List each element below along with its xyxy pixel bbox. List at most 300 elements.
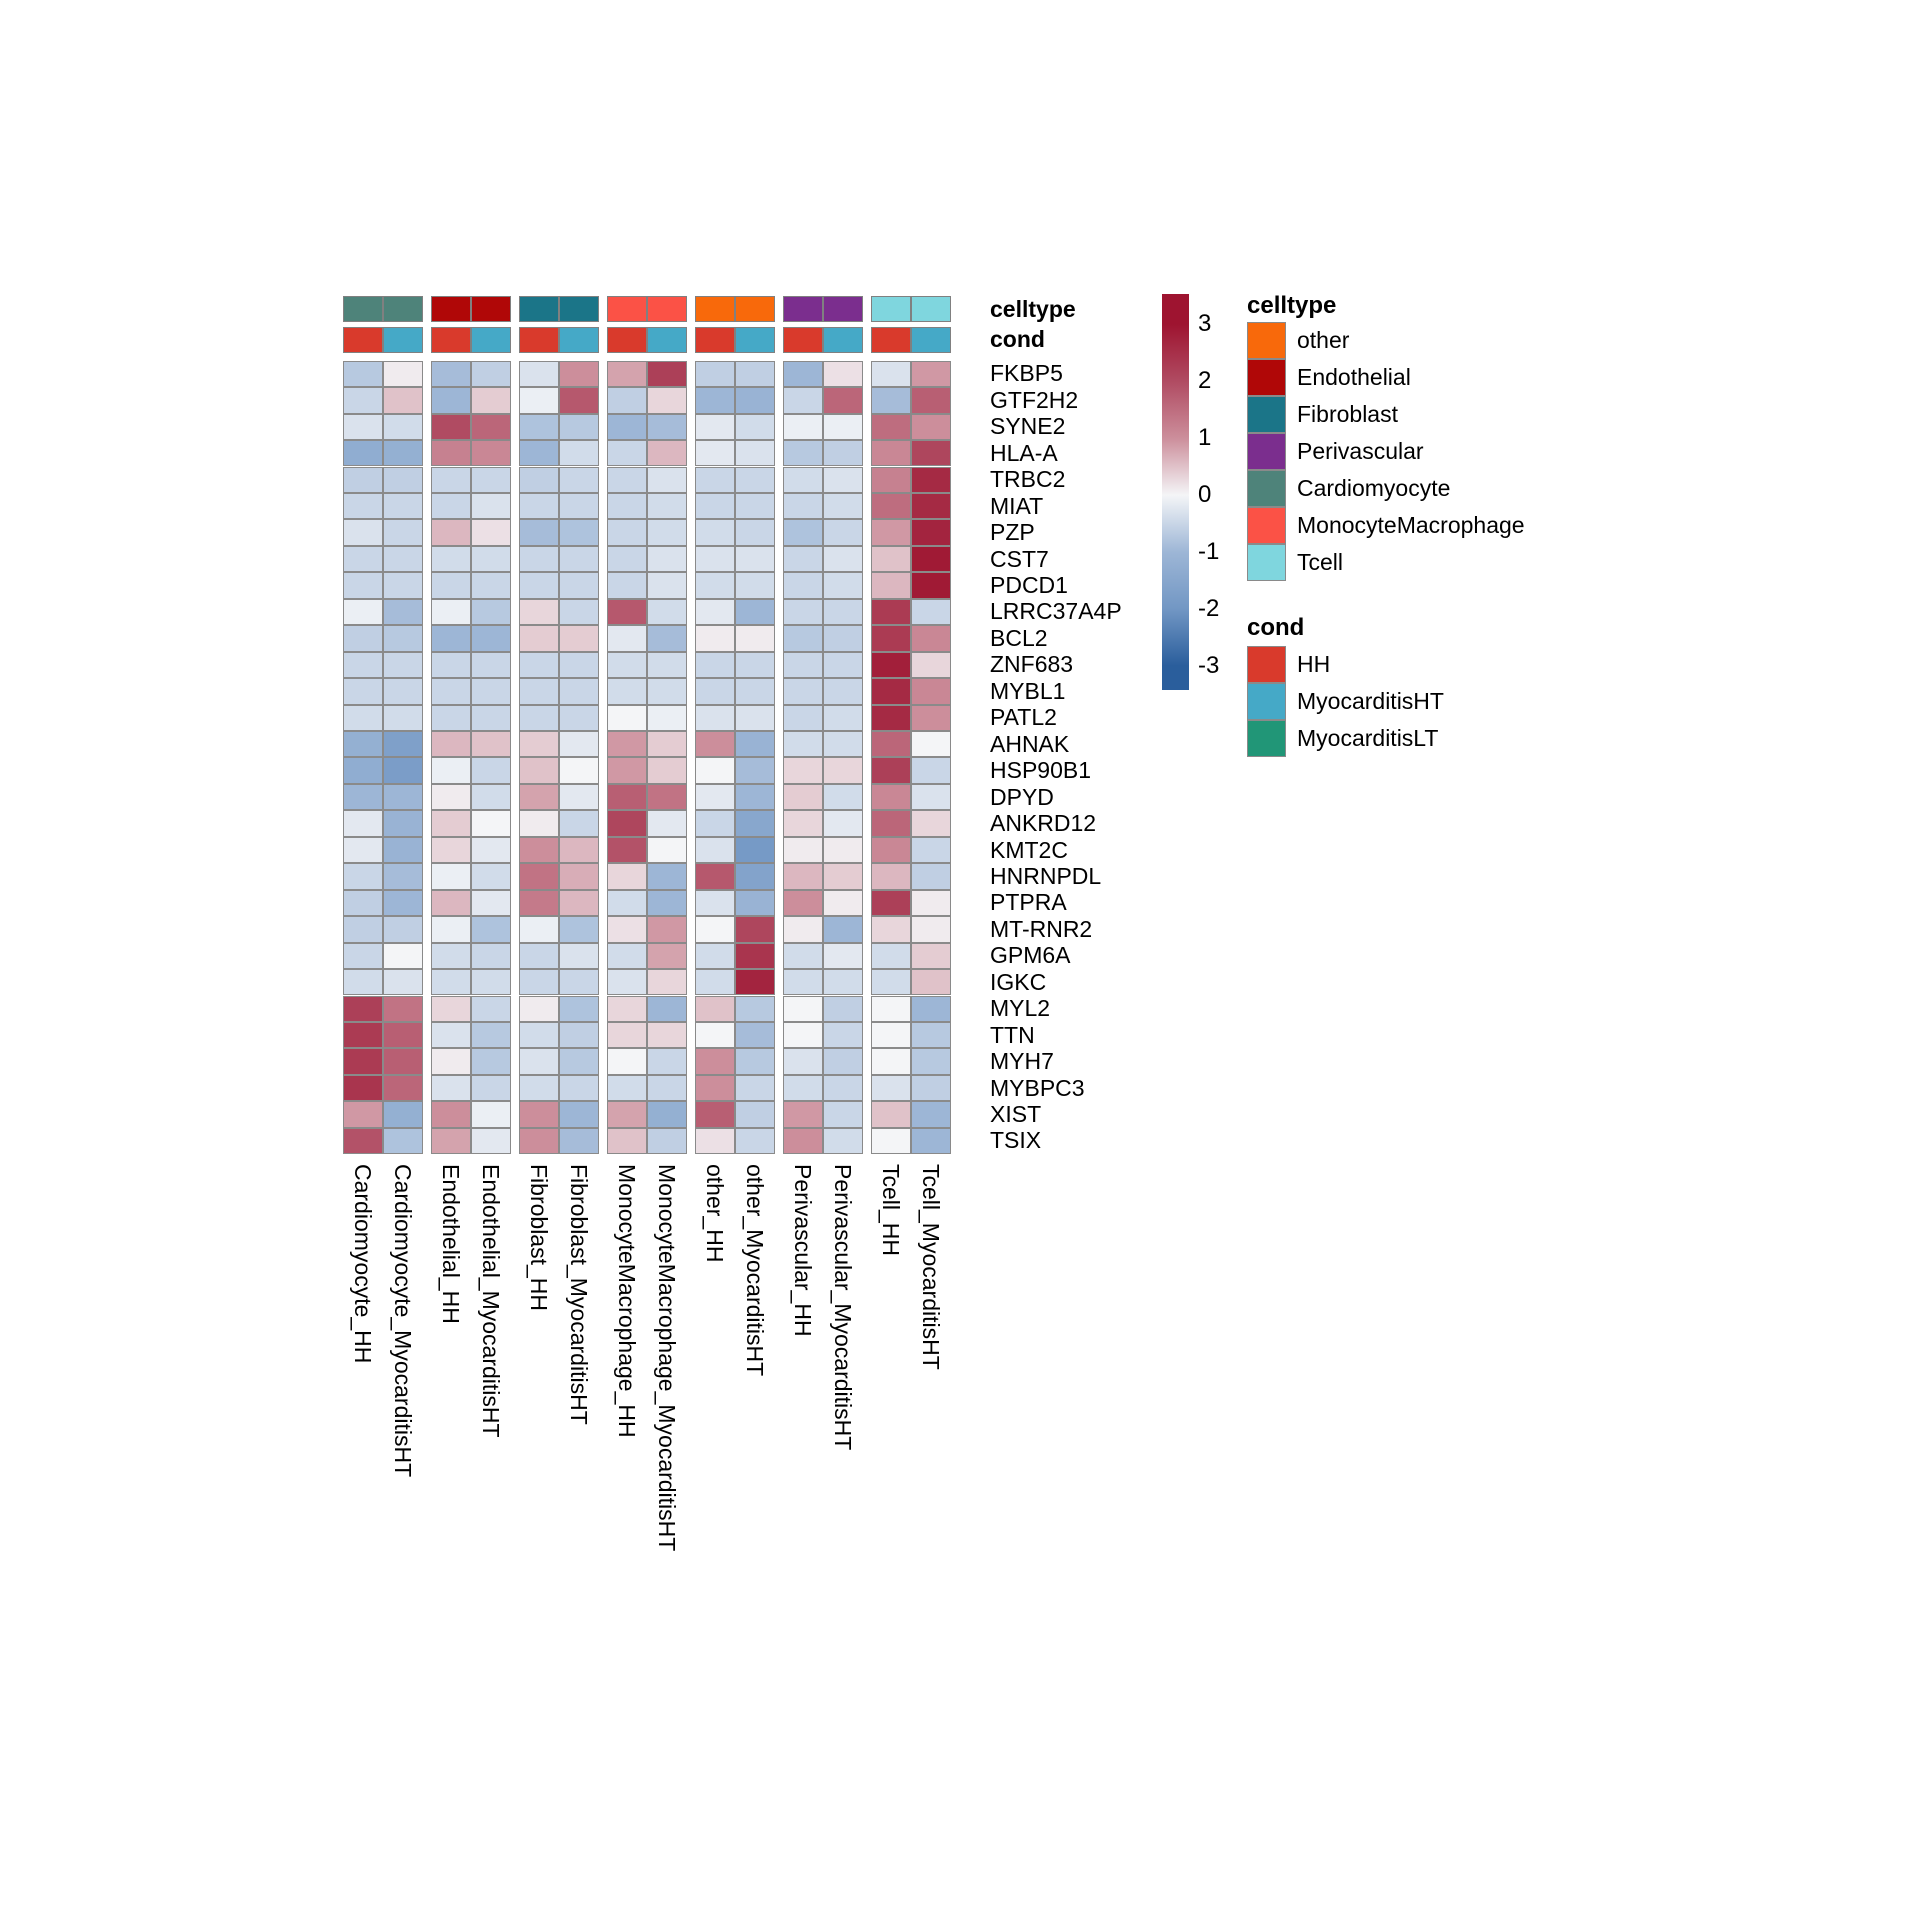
heatmap-cell xyxy=(823,1128,863,1154)
heatmap-cell xyxy=(871,1048,911,1074)
heatmap-cell xyxy=(695,705,735,731)
heatmap-cell xyxy=(607,493,647,519)
colorbar-tick-label: 3 xyxy=(1198,310,1212,337)
column-label: Fibroblast_MyocarditisHT xyxy=(566,1164,592,1425)
heatmap-cell xyxy=(823,784,863,810)
heatmap-cell xyxy=(647,969,687,995)
heatmap-cell xyxy=(383,625,423,651)
heatmap-cell xyxy=(607,599,647,625)
heatmap-cell xyxy=(735,652,775,678)
heatmap-cell xyxy=(735,837,775,863)
heatmap-cell xyxy=(695,731,735,757)
celltype-annotation-cell xyxy=(783,296,823,322)
cond-annotation-cell xyxy=(823,327,863,353)
heatmap-cell xyxy=(471,652,511,678)
heatmap-cell xyxy=(559,1128,599,1154)
heatmap-cell xyxy=(519,387,559,413)
gene-label: DPYD xyxy=(990,783,1054,810)
heatmap-cell xyxy=(871,572,911,598)
heatmap-cell xyxy=(471,678,511,704)
heatmap-cell xyxy=(519,837,559,863)
heatmap-cell xyxy=(519,467,559,493)
heatmap-cell xyxy=(519,414,559,440)
heatmap-cell xyxy=(695,837,735,863)
heatmap-cell xyxy=(911,731,951,757)
heatmap-cell xyxy=(343,361,383,387)
heatmap-cell xyxy=(471,969,511,995)
heatmap-cell xyxy=(431,837,471,863)
celltype-annotation-cell xyxy=(823,296,863,322)
heatmap-cell xyxy=(431,387,471,413)
heatmap-cell xyxy=(647,731,687,757)
heatmap-cell xyxy=(383,440,423,466)
heatmap-cell xyxy=(871,1022,911,1048)
heatmap-cell xyxy=(911,678,951,704)
heatmap-cell xyxy=(911,969,951,995)
heatmap-cell xyxy=(783,572,823,598)
heatmap-cell xyxy=(431,625,471,651)
gene-label: TTN xyxy=(990,1021,1035,1048)
heatmap-cell xyxy=(647,493,687,519)
heatmap-cell xyxy=(383,810,423,836)
heatmap-cell xyxy=(823,996,863,1022)
legend-swatch xyxy=(1247,470,1286,507)
heatmap-cell xyxy=(695,493,735,519)
heatmap-cell xyxy=(607,969,647,995)
heatmap-cell xyxy=(471,599,511,625)
colorbar-tick-label: -2 xyxy=(1198,595,1220,622)
celltype-annotation-cell xyxy=(471,296,511,322)
heatmap-cell xyxy=(519,652,559,678)
heatmap-cell xyxy=(871,943,911,969)
heatmap-cell xyxy=(735,784,775,810)
heatmap-cell xyxy=(607,387,647,413)
column-label: Tcell_MyocarditisHT xyxy=(918,1164,944,1370)
legend-swatch xyxy=(1247,359,1286,396)
heatmap-cell xyxy=(823,1048,863,1074)
heatmap-cell xyxy=(871,996,911,1022)
legend-label: HH xyxy=(1297,651,1331,677)
gene-label: AHNAK xyxy=(990,730,1070,757)
heatmap-cell xyxy=(431,943,471,969)
heatmap-cell xyxy=(735,943,775,969)
heatmap-cell xyxy=(383,996,423,1022)
heatmap-cell xyxy=(519,916,559,942)
heatmap-cell xyxy=(735,572,775,598)
heatmap-cell xyxy=(871,493,911,519)
heatmap-cell xyxy=(383,387,423,413)
heatmap-cell xyxy=(519,810,559,836)
heatmap-cell xyxy=(471,916,511,942)
heatmap-cell xyxy=(343,943,383,969)
heatmap-cell xyxy=(911,625,951,651)
heatmap-cell xyxy=(383,890,423,916)
heatmap-cell xyxy=(519,943,559,969)
legend-label: MonocyteMacrophage xyxy=(1297,512,1525,538)
heatmap-cell xyxy=(735,440,775,466)
heatmap-cell xyxy=(471,731,511,757)
celltype-annotation-cell xyxy=(647,296,687,322)
heatmap-cell xyxy=(695,678,735,704)
column-label: Cardiomyocyte_HH xyxy=(350,1164,376,1364)
heatmap-cell xyxy=(559,678,599,704)
heatmap-cell xyxy=(871,440,911,466)
gene-label: IGKC xyxy=(990,968,1047,995)
heatmap-cell xyxy=(695,1022,735,1048)
gene-label: LRRC37A4P xyxy=(990,598,1122,625)
heatmap-cell xyxy=(871,757,911,783)
heatmap-cell xyxy=(383,731,423,757)
legend-swatch xyxy=(1247,683,1286,720)
heatmap-cell xyxy=(695,414,735,440)
heatmap-cell xyxy=(695,519,735,545)
heatmap-cell xyxy=(735,996,775,1022)
gene-label: MIAT xyxy=(990,492,1044,519)
heatmap-cell xyxy=(823,837,863,863)
heatmap-cell xyxy=(783,890,823,916)
heatmap-cell xyxy=(871,1101,911,1127)
heatmap-cell xyxy=(559,969,599,995)
heatmap-cell xyxy=(871,837,911,863)
heatmap-cell xyxy=(383,493,423,519)
heatmap-cell xyxy=(519,890,559,916)
heatmap-cell xyxy=(383,572,423,598)
column-label: Fibroblast_HH xyxy=(526,1164,552,1311)
heatmap-cell xyxy=(607,916,647,942)
heatmap-cell xyxy=(471,1048,511,1074)
heatmap-cell xyxy=(735,493,775,519)
heatmap-cell xyxy=(559,1101,599,1127)
heatmap-cell xyxy=(383,1022,423,1048)
legend-label: Endothelial xyxy=(1297,364,1411,390)
heatmap-cell xyxy=(471,1022,511,1048)
heatmap-cell xyxy=(343,1022,383,1048)
heatmap-cell xyxy=(695,1048,735,1074)
heatmap-cell xyxy=(519,440,559,466)
heatmap-cell xyxy=(647,467,687,493)
heatmap-cell xyxy=(607,890,647,916)
heatmap-cell xyxy=(735,546,775,572)
heatmap-cell xyxy=(647,810,687,836)
heatmap-cell xyxy=(471,519,511,545)
heatmap-cell xyxy=(783,1101,823,1127)
heatmap-cell xyxy=(559,1075,599,1101)
heatmap-cell xyxy=(911,837,951,863)
heatmap-cell xyxy=(911,996,951,1022)
heatmap-cell xyxy=(607,757,647,783)
heatmap-cell xyxy=(607,1128,647,1154)
heatmap-cell xyxy=(695,1128,735,1154)
heatmap-cell xyxy=(647,414,687,440)
heatmap-cell xyxy=(911,757,951,783)
heatmap-cell xyxy=(343,599,383,625)
legend-swatch xyxy=(1247,646,1286,683)
heatmap-cell xyxy=(783,652,823,678)
gene-label: MYH7 xyxy=(990,1048,1054,1075)
heatmap-cell xyxy=(607,784,647,810)
heatmap-cell xyxy=(735,731,775,757)
heatmap-cell xyxy=(783,837,823,863)
heatmap-cell xyxy=(647,1101,687,1127)
heatmap-cell xyxy=(559,731,599,757)
heatmap-cell xyxy=(871,969,911,995)
heatmap-cell xyxy=(431,414,471,440)
celltype-annotation-cell xyxy=(431,296,471,322)
heatmap-cell xyxy=(519,519,559,545)
heatmap-cell xyxy=(519,1022,559,1048)
heatmap-cell xyxy=(735,361,775,387)
heatmap-cell xyxy=(695,625,735,651)
celltype-annotation-cell xyxy=(695,296,735,322)
heatmap-cell xyxy=(383,1101,423,1127)
heatmap-cell xyxy=(735,1128,775,1154)
heatmap-cell xyxy=(559,440,599,466)
heatmap-cell xyxy=(383,837,423,863)
celltype-annotation-cell xyxy=(519,296,559,322)
heatmap-cell xyxy=(783,810,823,836)
colorbar-tick-label: -1 xyxy=(1198,538,1220,565)
heatmap-cell xyxy=(647,784,687,810)
heatmap-cell xyxy=(607,943,647,969)
heatmap-cell xyxy=(783,361,823,387)
legend-label: MyocarditisLT xyxy=(1297,725,1439,751)
heatmap-cell xyxy=(431,519,471,545)
heatmap-cell xyxy=(431,705,471,731)
heatmap-cell xyxy=(343,705,383,731)
heatmap-cell xyxy=(823,572,863,598)
heatmap-cell xyxy=(559,810,599,836)
heatmap-cell xyxy=(343,1128,383,1154)
gene-label: PTPRA xyxy=(990,889,1067,916)
heatmap-cell xyxy=(823,705,863,731)
heatmap-cell xyxy=(823,810,863,836)
heatmap-cell xyxy=(607,572,647,598)
heatmap-cell xyxy=(343,969,383,995)
legend-celltype-title: celltype xyxy=(1247,292,1337,319)
cond-annotation-cell xyxy=(471,327,511,353)
heatmap-cell xyxy=(911,916,951,942)
heatmap-cell xyxy=(343,784,383,810)
heatmap-cell xyxy=(471,810,511,836)
heatmap-cell xyxy=(911,387,951,413)
heatmap-cell xyxy=(735,1048,775,1074)
heatmap-cell xyxy=(343,1075,383,1101)
gene-label: HLA-A xyxy=(990,439,1058,466)
heatmap-cell xyxy=(343,387,383,413)
heatmap-cell xyxy=(911,440,951,466)
heatmap-cell xyxy=(559,757,599,783)
cond-annotation-cell xyxy=(911,327,951,353)
heatmap-cell xyxy=(431,1048,471,1074)
heatmap-cell xyxy=(431,493,471,519)
legend-label: Tcell xyxy=(1297,549,1344,575)
heatmap-cell xyxy=(559,784,599,810)
heatmap-cell xyxy=(823,387,863,413)
heatmap-cell xyxy=(647,387,687,413)
colorbar-tick-label: 1 xyxy=(1198,424,1212,451)
legend-label: Perivascular xyxy=(1297,438,1424,464)
heatmap-cell xyxy=(783,414,823,440)
heatmap-cell xyxy=(383,414,423,440)
heatmap-cell xyxy=(647,440,687,466)
heatmap-cell xyxy=(871,625,911,651)
heatmap-cell xyxy=(471,361,511,387)
heatmap-cell xyxy=(559,572,599,598)
heatmap-cell xyxy=(823,731,863,757)
gene-label: XIST xyxy=(990,1101,1042,1128)
heatmap-cell xyxy=(559,546,599,572)
heatmap-cell xyxy=(735,414,775,440)
heatmap-cell xyxy=(519,493,559,519)
legend-swatch xyxy=(1247,433,1286,470)
heatmap-cell xyxy=(647,678,687,704)
heatmap-cell xyxy=(343,1048,383,1074)
heatmap-cell xyxy=(559,493,599,519)
heatmap-cell xyxy=(783,440,823,466)
legend-swatch xyxy=(1247,322,1286,359)
heatmap-cell xyxy=(783,546,823,572)
heatmap-cell xyxy=(519,678,559,704)
heatmap-cell xyxy=(823,414,863,440)
heatmap-cell xyxy=(559,387,599,413)
heatmap-cell xyxy=(607,652,647,678)
heatmap-cell xyxy=(471,1101,511,1127)
heatmap-cell xyxy=(735,969,775,995)
heatmap-cell xyxy=(911,705,951,731)
cond-annotation-cell xyxy=(871,327,911,353)
heatmap-cell xyxy=(783,599,823,625)
heatmap-cell xyxy=(647,1075,687,1101)
heatmap-cell xyxy=(647,572,687,598)
gene-label: TRBC2 xyxy=(990,466,1066,493)
column-label: other_HH xyxy=(702,1164,728,1263)
heatmap-cell xyxy=(519,361,559,387)
heatmap-cell xyxy=(431,1022,471,1048)
heatmap-cell xyxy=(383,546,423,572)
heatmap-cell xyxy=(519,1048,559,1074)
heatmap-cell xyxy=(431,440,471,466)
heatmap-cell xyxy=(823,467,863,493)
heatmap-cell xyxy=(783,493,823,519)
heatmap-cell xyxy=(607,361,647,387)
heatmap-cell xyxy=(871,916,911,942)
heatmap-cell xyxy=(431,572,471,598)
gene-label: MYL2 xyxy=(990,995,1051,1022)
heatmap-cell xyxy=(559,599,599,625)
heatmap-cell xyxy=(871,1128,911,1154)
gene-label: MYBL1 xyxy=(990,677,1066,704)
gene-label: FKBP5 xyxy=(990,360,1063,387)
heatmap-cell xyxy=(871,361,911,387)
heatmap-cell xyxy=(383,1128,423,1154)
heatmap-cell xyxy=(911,890,951,916)
heatmap-cell xyxy=(431,1128,471,1154)
heatmap-cell xyxy=(783,625,823,651)
legend-swatch xyxy=(1247,396,1286,433)
heatmap-cell xyxy=(471,1075,511,1101)
heatmap-cell xyxy=(431,784,471,810)
heatmap-cell xyxy=(911,414,951,440)
heatmap-cell xyxy=(383,705,423,731)
heatmap-cell xyxy=(519,599,559,625)
heatmap-cell xyxy=(383,1048,423,1074)
celltype-annotation-cell xyxy=(343,296,383,322)
heatmap-cell xyxy=(735,678,775,704)
column-label: Tcell_HH xyxy=(878,1164,904,1257)
heatmap-cell xyxy=(607,678,647,704)
heatmap-cell xyxy=(871,414,911,440)
heatmap-cell xyxy=(911,361,951,387)
heatmap-cell xyxy=(823,546,863,572)
heatmap-cell xyxy=(647,1048,687,1074)
heatmap-cell xyxy=(519,705,559,731)
heatmap-cell xyxy=(823,519,863,545)
heatmap-cell xyxy=(783,731,823,757)
legend-label: Fibroblast xyxy=(1297,401,1398,427)
legend-swatch xyxy=(1247,544,1286,581)
heatmap-cell xyxy=(783,1128,823,1154)
heatmap-cell xyxy=(695,996,735,1022)
heatmap-cell xyxy=(823,1101,863,1127)
gene-label: SYNE2 xyxy=(990,413,1066,440)
heatmap-cell xyxy=(823,493,863,519)
heatmap-cell xyxy=(343,837,383,863)
heatmap-cell xyxy=(471,440,511,466)
heatmap-cell xyxy=(695,652,735,678)
heatmap-cell xyxy=(607,1048,647,1074)
heatmap-cell xyxy=(519,625,559,651)
heatmap-cell xyxy=(783,678,823,704)
heatmap-cell xyxy=(471,546,511,572)
heatmap-cell xyxy=(559,1048,599,1074)
heatmap-cell xyxy=(647,625,687,651)
heatmap-cell xyxy=(519,1101,559,1127)
heatmap-cell xyxy=(647,863,687,889)
heatmap-cell xyxy=(383,467,423,493)
heatmap-cell xyxy=(911,519,951,545)
cond-annotation-cell xyxy=(695,327,735,353)
heatmap-cell xyxy=(783,519,823,545)
legend-swatch xyxy=(1247,507,1286,544)
heatmap-cell xyxy=(735,890,775,916)
colorbar xyxy=(1162,294,1189,690)
legend-label: MyocarditisHT xyxy=(1297,688,1444,714)
heatmap-cell xyxy=(471,863,511,889)
heatmap-cell xyxy=(823,361,863,387)
heatmap-cell xyxy=(559,705,599,731)
heatmap-cell xyxy=(559,361,599,387)
heatmap-cell xyxy=(695,943,735,969)
heatmap-cell xyxy=(911,1022,951,1048)
heatmap-cell xyxy=(735,599,775,625)
heatmap-cell xyxy=(647,1022,687,1048)
heatmap-cell xyxy=(783,969,823,995)
heatmap-cell xyxy=(383,1075,423,1101)
column-label: MonocyteMacrophage_MyocarditisHT xyxy=(654,1164,680,1552)
colorbar-tick-label: 0 xyxy=(1198,481,1212,508)
heatmap-cell xyxy=(911,546,951,572)
cond-annotation-title: cond xyxy=(990,326,1045,352)
heatmap-cell xyxy=(783,387,823,413)
heatmap-cell xyxy=(695,916,735,942)
gene-label: ZNF683 xyxy=(990,651,1074,678)
heatmap-cell xyxy=(647,996,687,1022)
column-label: Cardiomyocyte_MyocarditisHT xyxy=(390,1164,416,1478)
celltype-annotation-cell xyxy=(559,296,599,322)
heatmap-cell xyxy=(695,810,735,836)
heatmap-cell xyxy=(695,757,735,783)
heatmap-cell xyxy=(607,546,647,572)
